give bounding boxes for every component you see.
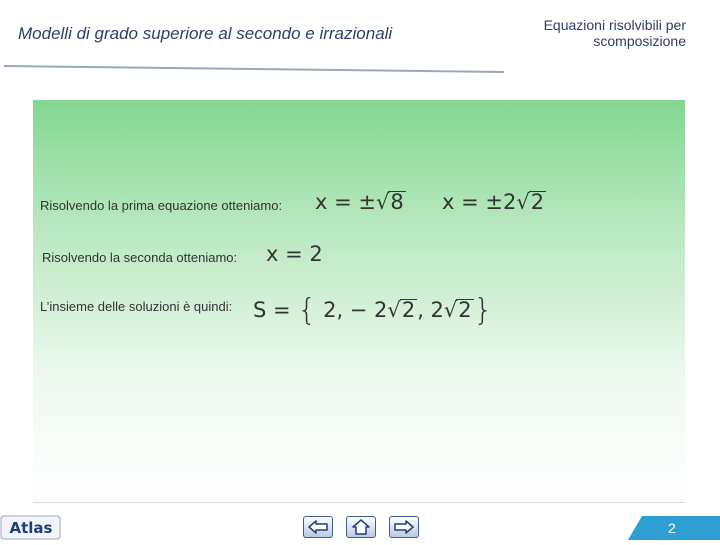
- subtitle-line-1: Equazioni risolvibili per: [543, 17, 686, 33]
- equation-x-pm-sqrt8: [315, 190, 406, 214]
- arrow-right-icon: [394, 520, 414, 534]
- set-part1: 2, − 2: [323, 298, 388, 322]
- sqrt-sign: √: [375, 190, 390, 214]
- eq1-lhs: x = ±: [315, 190, 376, 214]
- slide-header: [0, 0, 720, 80]
- subtitle-line-2: scomposizione: [593, 33, 686, 49]
- set-part2: , 2: [417, 298, 444, 322]
- sqrt-sign: √: [516, 190, 530, 214]
- sqrt-sign: √: [387, 298, 401, 322]
- home-icon: [351, 519, 371, 535]
- row2-label: Risolvendo la seconda otteniamo:: [42, 250, 238, 265]
- sqrt-sign: √: [443, 298, 458, 322]
- equation-x-pm-2sqrt2: [442, 190, 546, 214]
- next-slide-button[interactable]: [389, 516, 419, 538]
- atlas-logo: [0, 514, 62, 540]
- atlas-logo-graphic: [0, 514, 62, 540]
- row1-label: Risolvendo la prima equazione otteniamo:: [40, 198, 283, 213]
- set-lhs: S =: [253, 298, 291, 322]
- eq1-radicand: 8: [390, 190, 404, 214]
- header-underline: [4, 64, 504, 74]
- home-button[interactable]: [346, 516, 376, 538]
- page-number: 2: [668, 520, 676, 536]
- close-brace: }: [473, 293, 493, 328]
- set-radicand-1: 2: [401, 298, 416, 322]
- eq2-radicand: 2: [530, 190, 545, 214]
- arrow-left-icon: [308, 520, 328, 534]
- content-divider: [33, 502, 685, 503]
- svg-text:Atlas: Atlas: [9, 519, 53, 537]
- set-radicand-2: 2: [458, 298, 472, 322]
- previous-slide-button[interactable]: [303, 516, 333, 538]
- equation-x-eq-2: x = 2: [266, 242, 323, 266]
- slide-title: Modelli di grado superiore al secondo e irrazionali: [18, 24, 393, 43]
- row3-label: L’insieme delle soluzioni è quindi:: [40, 299, 233, 314]
- slide-subtitle: [466, 17, 686, 49]
- solution-set: [253, 293, 493, 328]
- eq2-lhs: x = ±2: [442, 190, 517, 214]
- open-brace: {: [297, 293, 317, 328]
